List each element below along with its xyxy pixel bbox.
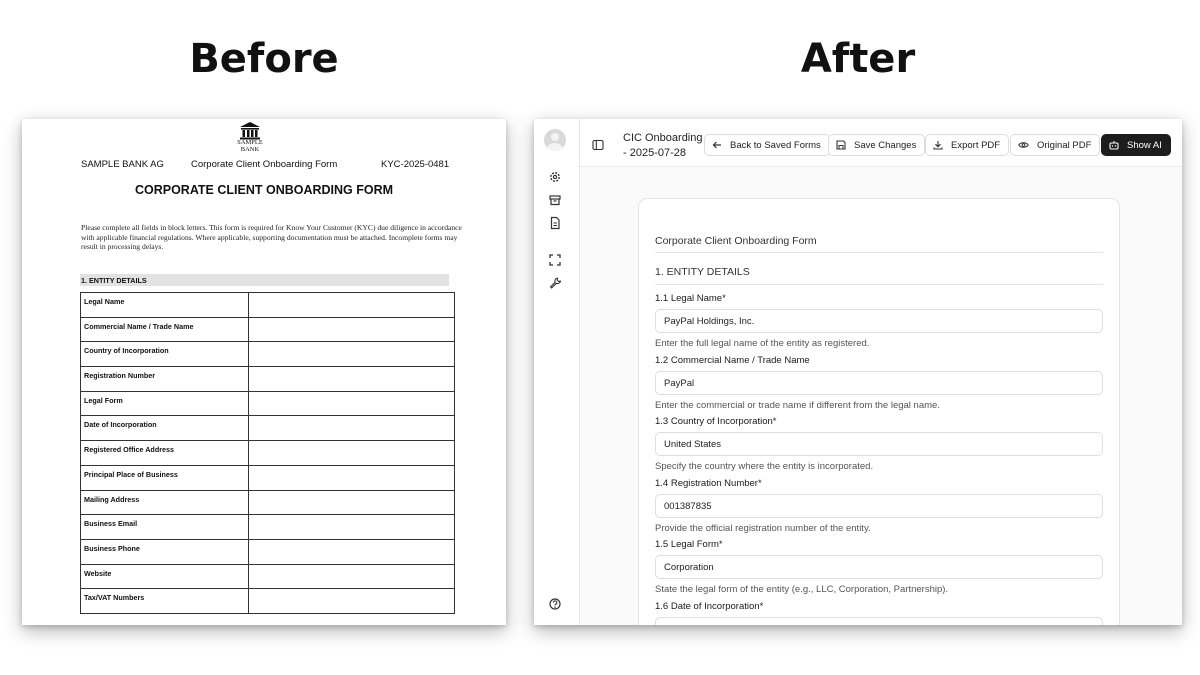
registration-number-help: Provide the official registration number of the entity. (655, 523, 871, 534)
avatar[interactable] (544, 129, 566, 151)
back-button-label: Back to Saved Forms (730, 139, 821, 151)
document-icon[interactable] (548, 216, 562, 230)
eye-icon (1018, 140, 1029, 150)
row-value (249, 391, 455, 416)
top-toolbar (580, 119, 1182, 167)
row-value (249, 589, 455, 614)
before-panel (22, 119, 506, 625)
country-input[interactable] (655, 432, 1103, 456)
arrow-left-icon (712, 140, 722, 150)
commercial-name-label: 1.2 Commercial Name / Trade Name (655, 355, 810, 366)
table-row (81, 317, 455, 342)
export-button-label: Export PDF (951, 139, 1001, 151)
row-label: Registration Number (81, 367, 249, 392)
bank-logo (230, 122, 270, 153)
document-title: CIC Onboarding - 2025-07-28 (623, 132, 703, 159)
country-help: Specify the country where the entity is incorporated. (655, 461, 874, 472)
date-of-incorporation-input[interactable] (655, 617, 1103, 625)
row-value (249, 441, 455, 466)
sidebar (534, 119, 580, 625)
row-label: Legal Name (81, 293, 249, 318)
table-row (81, 391, 455, 416)
row-value (249, 564, 455, 589)
table-row (81, 416, 455, 441)
country-label: 1.3 Country of Incorporation* (655, 416, 777, 427)
bot-icon (1109, 140, 1119, 150)
table-row (81, 515, 455, 540)
row-value (249, 539, 455, 564)
save-icon (836, 140, 846, 150)
legal-name-input[interactable] (655, 309, 1103, 333)
table-row (81, 490, 455, 515)
legal-form-input[interactable] (655, 555, 1103, 579)
row-value (249, 367, 455, 392)
before-heading: Before (189, 36, 339, 82)
row-label: Commercial Name / Trade Name (81, 317, 249, 342)
row-value (249, 342, 455, 367)
table-row (81, 564, 455, 589)
row-label: Date of Incorporation (81, 416, 249, 441)
table-row (81, 465, 455, 490)
registration-number-label: 1.4 Registration Number* (655, 478, 762, 489)
original-pdf-button[interactable] (1010, 134, 1100, 156)
row-value (249, 416, 455, 441)
paper-form-table (80, 292, 455, 614)
table-row (81, 293, 455, 318)
bank-building-icon (239, 122, 261, 140)
row-label: Business Phone (81, 539, 249, 564)
show-ai-button[interactable] (1101, 134, 1171, 156)
row-value (249, 515, 455, 540)
legal-form-help: State the legal form of the entity (e.g., LLC, Corporation, Partnership). (655, 584, 949, 595)
after-heading: After (800, 36, 916, 82)
gear-icon[interactable] (548, 170, 562, 184)
doc-header-ref: KYC-2025-0481 (381, 159, 450, 170)
registration-number-input[interactable] (655, 494, 1103, 518)
doc-section-title: 1. ENTITY DETAILS (80, 274, 449, 286)
legal-name-help: Enter the full legal name of the entity as registered. (655, 338, 870, 349)
back-to-saved-forms-button[interactable] (704, 134, 830, 156)
row-label: Country of Incorporation (81, 342, 249, 367)
table-row (81, 367, 455, 392)
save-button-label: Save Changes (854, 139, 917, 151)
export-pdf-button[interactable] (925, 134, 1009, 156)
commercial-name-help: Enter the commercial or trade name if different from the legal name. (655, 400, 940, 411)
legal-name-label: 1.1 Legal Name* (655, 293, 726, 304)
legal-form-label: 1.5 Legal Form* (655, 539, 723, 550)
row-value (249, 317, 455, 342)
table-row (81, 589, 455, 614)
doc-header-form-name: Corporate Client Onboarding Form (191, 159, 338, 170)
table-row (81, 441, 455, 466)
row-label: Tax/VAT Numbers (81, 589, 249, 614)
row-value (249, 465, 455, 490)
wrench-icon[interactable] (548, 276, 562, 290)
sidebar-toggle-icon[interactable] (592, 138, 604, 156)
row-label: Registered Office Address (81, 441, 249, 466)
download-icon (933, 140, 943, 150)
archive-icon[interactable] (548, 193, 562, 207)
row-label: Legal Form (81, 391, 249, 416)
doc-intro: Please complete all fields in block letters. This form is required for Know Your Customer (KYC) due diligence in accordance with applicable financial regulations. Where applicable, supporting documentation must be attached. Incomplete forms may result in processing delays. (81, 223, 462, 251)
row-label: Principal Place of Business (81, 465, 249, 490)
commercial-name-input[interactable] (655, 371, 1103, 395)
date-of-incorporation-label: 1.6 Date of Incorporation* (655, 601, 764, 612)
row-value (249, 293, 455, 318)
row-label: Mailing Address (81, 490, 249, 515)
form-card (638, 198, 1120, 625)
save-changes-button[interactable] (828, 134, 925, 156)
section-title: 1. ENTITY DETAILS (655, 266, 1103, 285)
table-row (81, 539, 455, 564)
table-row (81, 342, 455, 367)
show-ai-label: Show AI (1127, 139, 1162, 151)
logo-line-2: BANK (240, 145, 260, 153)
row-value (249, 490, 455, 515)
logo-line-1: SAMPLE (237, 139, 263, 146)
scan-icon[interactable] (548, 253, 562, 267)
row-label: Business Email (81, 515, 249, 540)
form-title: Corporate Client Onboarding Form (655, 235, 1103, 253)
row-label: Website (81, 564, 249, 589)
main-content (580, 167, 1182, 625)
help-icon[interactable] (548, 597, 562, 611)
original-button-label: Original PDF (1037, 139, 1092, 151)
doc-title: CORPORATE CLIENT ONBOARDING FORM (134, 183, 394, 197)
doc-header-bank: SAMPLE BANK AG (81, 159, 164, 170)
after-panel (534, 119, 1182, 625)
